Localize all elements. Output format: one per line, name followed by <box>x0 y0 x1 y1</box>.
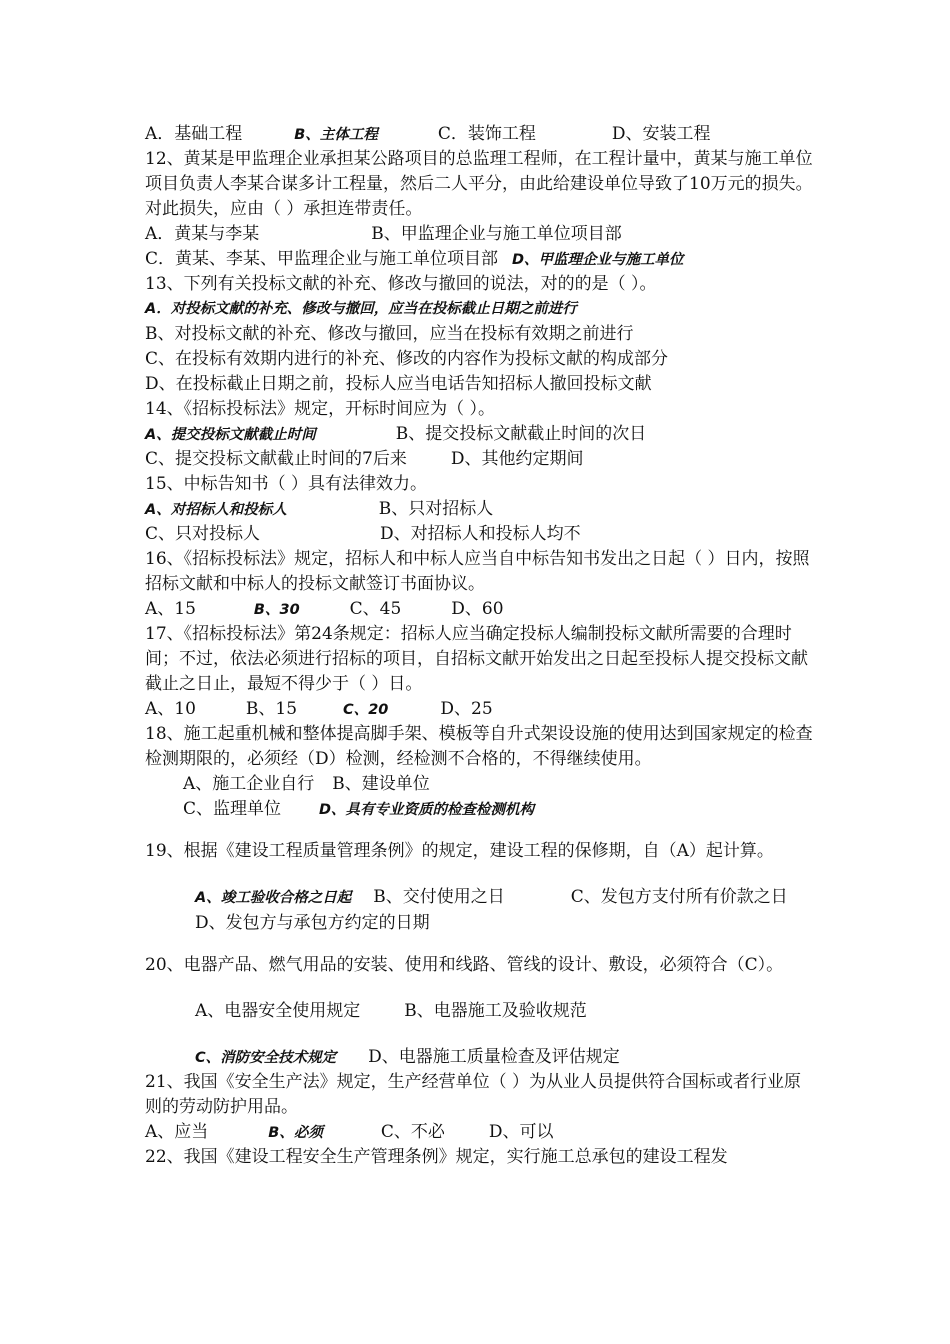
q20-option-d: D、电器施工质量检查及评估规定 <box>368 1047 620 1067</box>
q15-option-d: D、对招标人和投标人均不 <box>380 524 581 544</box>
q18-options-row1 <box>145 772 815 797</box>
q16-options <box>145 597 815 622</box>
q20-option-c-answer: C、消防安全技术规定 <box>195 1050 337 1066</box>
q14-option-d: D、其他约定期间 <box>450 449 584 469</box>
q20-option-a: A、电器安全使用规定 <box>195 1001 361 1021</box>
q18-stem: 18、施工起重机械和整体提高脚手架、模板等自升式架设设施的使用达到国家规定的检查检测期限的，必须经（D）检测，经检测不合格的，不得继续使用。 <box>145 724 813 769</box>
q11-option-a: A．基础工程 <box>145 124 243 144</box>
q19-options <box>145 885 815 936</box>
q12-stem: 12、黄某是甲监理企业承担某公路项目的总监理工程师，在工程计量中，黄某与施工单位项目负责人李某合谋多计工程量，然后二人平分，由此给建设单位导致了10万元的损失。对此损失，应由（ ）承担连带责任。 <box>145 149 813 219</box>
q17-option-c-answer: C、20 <box>343 702 389 718</box>
q11-options <box>145 122 815 147</box>
q12-option-a: A．黄某与李某 <box>145 224 260 244</box>
q15-option-a-answer: A、对招标人和投标人 <box>145 502 287 518</box>
q12-option-d-answer: D、甲监理企业与施工单位 <box>512 252 684 268</box>
q19-option-c: C、发包方支付所有价款之日 <box>570 887 788 907</box>
q19-option-b: B、交付使用之日 <box>373 887 505 907</box>
q21-options <box>145 1120 815 1145</box>
q16-option-a: A、15 <box>145 599 196 619</box>
q19-option-d: D、发包方与承包方约定的日期 <box>195 913 430 933</box>
q18-option-a: A、施工企业自行 <box>183 774 315 794</box>
q21-option-c: C、不必 <box>380 1122 445 1142</box>
q15-options-row2 <box>145 522 815 547</box>
q17-options <box>145 697 815 722</box>
q20-options-row1 <box>145 999 815 1024</box>
q21-option-d: D、可以 <box>488 1122 554 1142</box>
q18-option-d-answer: D、具有专业资质的检查检测机构 <box>319 802 535 818</box>
q17-option-b: B、15 <box>245 699 298 719</box>
q19-stem: 19、根据《建设工程质量管理条例》的规定，建设工程的保修期，自（A）起计算。 <box>145 841 774 861</box>
q14-option-c: C、提交投标文献截止时间的7后来 <box>145 449 407 469</box>
q22-stem: 22、我国《建设工程安全生产管理条例》规定，实行施工总承包的建设工程发 <box>145 1147 728 1167</box>
q21-option-a: A、应当 <box>145 1122 209 1142</box>
q12-options-row1 <box>145 222 815 247</box>
q19-option-a-answer: A、竣工验收合格之日起 <box>195 890 352 906</box>
q11-option-b-answer: B、主体工程 <box>294 127 378 143</box>
q21-stem: 21、我国《安全生产法》规定，生产经营单位（ ）为从业人员提供符合国标或者行业原则的劳动防护用品。 <box>145 1072 802 1117</box>
q16-stem: 16、《招标投标法》规定，招标人和中标人应当自中标告知书发出之日起（ ）日内，按照招标文献和中标人的投标文献签订书面协议。 <box>145 549 810 594</box>
q14-options-row2 <box>145 447 815 472</box>
q20-stem: 20、电器产品、燃气用品的安装、使用和线路、管线的设计、敷设，必须符合（C）。 <box>145 955 784 975</box>
q15-options-row1 <box>145 497 815 522</box>
q13-option-a-answer: A．对投标文献的补充、修改与撤回，应当在投标截止日期之前进行 <box>145 301 577 317</box>
q16-option-d: D、60 <box>451 599 504 619</box>
q18-option-b: B、建设单位 <box>332 774 430 794</box>
document-page <box>145 122 815 1170</box>
q13-option-c: C、在投标有效期内进行的补充、修改的内容作为投标文献的构成部分 <box>145 349 669 369</box>
q20-option-b: B、电器施工及验收规范 <box>404 1001 587 1021</box>
q18-option-c: C、监理单位 <box>183 799 282 819</box>
q15-option-b: B、只对招标人 <box>378 499 494 519</box>
q13-option-d: D、在投标截止日期之前，投标人应当电话告知招标人撤回投标文献 <box>145 374 652 394</box>
q16-option-c: C、45 <box>349 599 402 619</box>
q16-option-b-answer: B、30 <box>253 602 300 618</box>
q12-option-b: B、甲监理企业与施工单位项目部 <box>371 224 622 244</box>
q14-options-row1 <box>145 422 815 447</box>
q15-stem: 15、中标告知书（ ）具有法律效力。 <box>145 474 428 494</box>
q13-stem: 13、下列有关投标文献的补充、修改与撤回的说法，对的的是（ ）。 <box>145 274 657 294</box>
q11-option-d: D、安装工程 <box>611 124 711 144</box>
q21-option-b-answer: B、必须 <box>268 1125 323 1141</box>
q20-options-row2 <box>145 1045 815 1070</box>
q14-stem: 14、《招标投标法》规定，开标时间应为（ ）。 <box>145 399 496 419</box>
q18-options-row2 <box>145 797 815 822</box>
q11-option-c: C．装饰工程 <box>437 124 536 144</box>
q12-option-c: C．黄某、李某、甲监理企业与施工单位项目部 <box>145 249 499 269</box>
q17-stem: 17、《招标投标法》第24条规定：招标人应当确定投标人编制投标文献所需要的合理时间；不过，依法必须进行招标的项目，自招标文献开始发出之日起至投标人提交投标文献截止之日止，最短不得少于（ ）日。 <box>145 624 808 694</box>
q14-option-a-answer: A、提交投标文献截止时间 <box>145 427 316 443</box>
q15-option-c: C、只对投标人 <box>145 524 261 544</box>
q14-option-b: B、提交投标文献截止时间的次日 <box>395 424 647 444</box>
q12-options-row2 <box>145 247 815 272</box>
q13-option-b: B、对投标文献的补充、修改与撤回，应当在投标有效期之前进行 <box>145 324 634 344</box>
q17-option-d: D、25 <box>440 699 493 719</box>
q17-option-a: A、10 <box>145 699 196 719</box>
